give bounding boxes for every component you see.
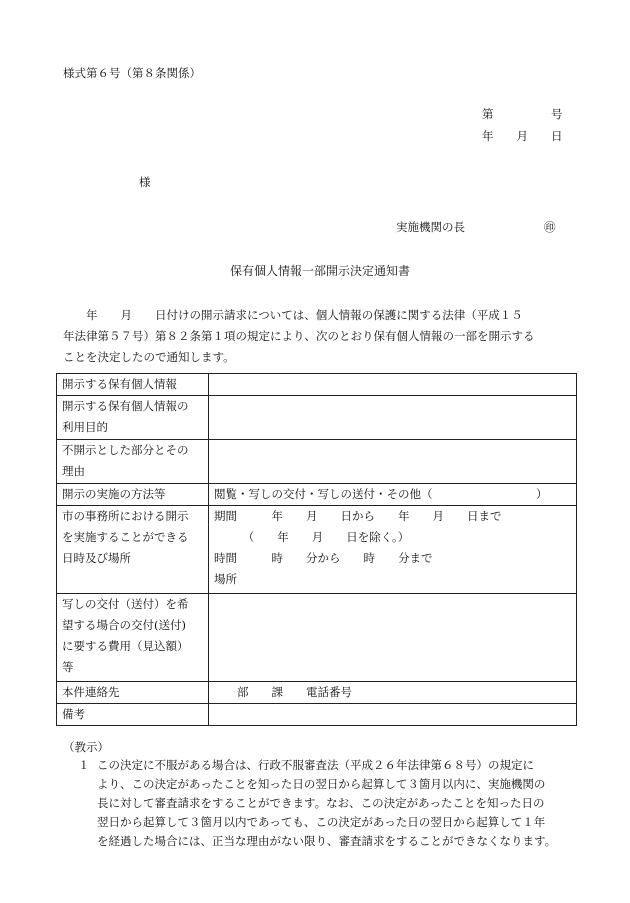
table-row bbox=[57, 682, 577, 704]
note-item bbox=[63, 756, 583, 851]
note-number: １ bbox=[78, 758, 90, 772]
row-value bbox=[209, 594, 577, 682]
row-label: 写しの交付（送付）を希 望する場合の交付(送付) に要する費用（見込額） 等 bbox=[57, 594, 209, 682]
body-line: 年 月 日付けの開示請求については、個人情報の保護に関する法律（平成１５ bbox=[63, 308, 523, 322]
row-label: 市の事務所における開示 を実施することができる 日時及び場所 bbox=[57, 506, 209, 594]
body-line: 年法律第５７号）第８２条第１項の規定により、次のとおり保有個人情報の一部を開示する bbox=[63, 329, 535, 343]
row-label: 開示の実施の方法等 bbox=[57, 484, 209, 506]
row-value bbox=[209, 374, 577, 396]
seal-mark: ㊞ bbox=[544, 220, 556, 234]
row-label: 開示する保有個人情報の 利用目的 bbox=[57, 396, 209, 440]
body-line: ことを決定したので通知します。 bbox=[63, 350, 235, 364]
row-value: 部 課 電話番号 bbox=[209, 682, 577, 704]
row-value bbox=[209, 396, 577, 440]
row-value bbox=[209, 704, 577, 726]
sender-title: 実施機関の長 bbox=[396, 220, 465, 234]
disclosure-table bbox=[56, 373, 577, 726]
table-row bbox=[57, 594, 577, 682]
table-row bbox=[57, 704, 577, 726]
table-row bbox=[57, 506, 577, 594]
note-line: を経過した場合には、正当な理由がない限り、審査請求をすることができなくなります。 bbox=[97, 834, 557, 848]
instruction-notes bbox=[63, 740, 583, 851]
row-label: 本件連絡先 bbox=[57, 682, 209, 704]
note-line: 翌日から起算して３箇月以内であっても、この決定があった日の翌日から起算して１年 bbox=[97, 815, 546, 829]
issue-date: 年 月 日 bbox=[482, 129, 563, 143]
row-value: 閲覧・写しの交付・写しの送付・その他（ ） bbox=[209, 484, 577, 506]
note-line: より、この決定があったことを知った日の翌日から起算して３箇月以内に、実施機関の bbox=[97, 777, 546, 791]
document-number: 第 号 bbox=[482, 107, 563, 121]
form-number: 様式第６号（第８条関係） bbox=[63, 66, 201, 80]
row-label: 開示する保有個人情報 bbox=[57, 374, 209, 396]
table-row bbox=[57, 396, 577, 440]
table-row bbox=[57, 440, 577, 484]
body-paragraph bbox=[63, 305, 581, 368]
addressee-suffix: 様 bbox=[139, 175, 151, 189]
table-row bbox=[57, 374, 577, 396]
table-row bbox=[57, 484, 577, 506]
row-label: 備考 bbox=[57, 704, 209, 726]
row-value: 期間 年 月 日から 年 月 日まで （ 年 月 日を除く。） 時間 時 分から 時 分まで 場所 bbox=[209, 506, 577, 594]
row-label: 不開示とした部分とその 理由 bbox=[57, 440, 209, 484]
row-value bbox=[209, 440, 577, 484]
document-title: 保有個人情報一部開示決定通知書 bbox=[230, 264, 411, 278]
notes-heading: （教示） bbox=[63, 740, 109, 754]
note-line: この決定に不服がある場合は、行政不服審査法（平成２６年法律第６８号）の規定に bbox=[97, 758, 534, 772]
note-line: 長に対して審査請求をすることができます。なお、この決定があったことを知った日の bbox=[97, 796, 545, 810]
